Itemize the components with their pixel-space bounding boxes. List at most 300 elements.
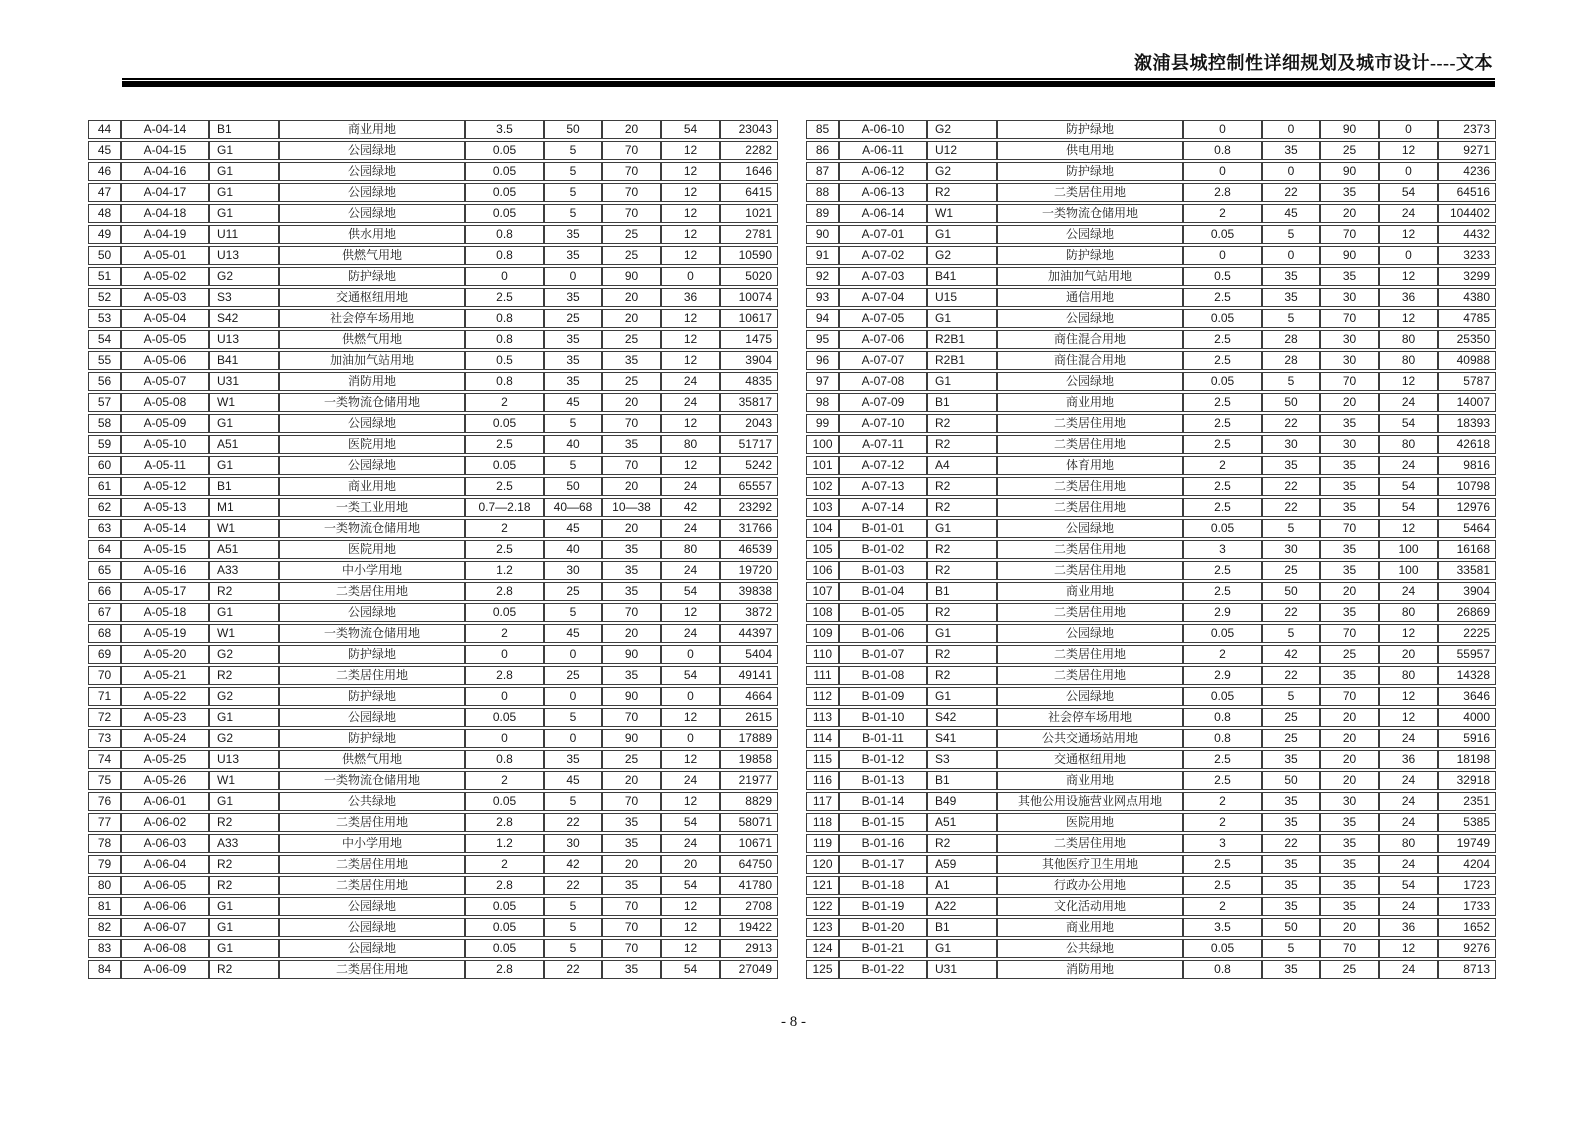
cell-v2: 0 xyxy=(544,267,602,286)
cell-v5: 5916 xyxy=(1438,729,1496,748)
cell-index: 114 xyxy=(806,729,839,748)
cell-v5: 8829 xyxy=(720,792,778,811)
cell-v3: 90 xyxy=(602,687,661,706)
cell-v4: 12 xyxy=(661,939,720,958)
table-row xyxy=(88,120,778,139)
cell-v4: 12 xyxy=(661,351,720,370)
cell-v2: 45 xyxy=(544,393,602,412)
cell-index: 78 xyxy=(88,834,121,853)
cell-name: 防护绿地 xyxy=(279,687,465,706)
cell-v4: 24 xyxy=(1379,729,1438,748)
cell-index: 77 xyxy=(88,813,121,832)
cell-code: A-07-07 xyxy=(839,351,927,370)
cell-name: 通信用地 xyxy=(997,288,1183,307)
cell-v1: 2.8 xyxy=(465,960,544,979)
cell-name: 公园绿地 xyxy=(279,918,465,937)
table-row xyxy=(806,540,1496,559)
cell-v1: 0.8 xyxy=(1183,960,1262,979)
cell-v4: 80 xyxy=(1379,351,1438,370)
cell-code: A-05-21 xyxy=(121,666,209,685)
cell-v3: 30 xyxy=(1320,351,1379,370)
cell-zone: G2 xyxy=(927,162,997,181)
cell-v5: 10590 xyxy=(720,246,778,265)
cell-v3: 90 xyxy=(602,267,661,286)
cell-v1: 2 xyxy=(1183,204,1262,223)
cell-code: A-07-12 xyxy=(839,456,927,475)
cell-v1: 0.8 xyxy=(1183,708,1262,727)
table-row xyxy=(806,708,1496,727)
cell-index: 76 xyxy=(88,792,121,811)
cell-v4: 12 xyxy=(661,456,720,475)
cell-v1: 0.05 xyxy=(1183,372,1262,391)
cell-zone: U11 xyxy=(209,225,279,244)
cell-v1: 0.5 xyxy=(1183,267,1262,286)
cell-v1: 0.05 xyxy=(465,141,544,160)
cell-v4: 12 xyxy=(661,330,720,349)
table-row xyxy=(806,435,1496,454)
table-row xyxy=(88,372,778,391)
cell-v5: 21977 xyxy=(720,771,778,790)
cell-v4: 12 xyxy=(1379,225,1438,244)
cell-name: 二类居住用地 xyxy=(279,813,465,832)
cell-v4: 12 xyxy=(1379,309,1438,328)
cell-v1: 2.5 xyxy=(465,477,544,496)
cell-v4: 80 xyxy=(661,540,720,559)
cell-v1: 2.5 xyxy=(1183,582,1262,601)
table-row xyxy=(806,309,1496,328)
cell-v5: 65557 xyxy=(720,477,778,496)
cell-v4: 12 xyxy=(1379,141,1438,160)
cell-v4: 12 xyxy=(661,309,720,328)
cell-v4: 100 xyxy=(1379,561,1438,580)
cell-index: 116 xyxy=(806,771,839,790)
cell-name: 防护绿地 xyxy=(279,267,465,286)
cell-v3: 20 xyxy=(1320,771,1379,790)
cell-code: A-05-15 xyxy=(121,540,209,559)
cell-zone: R2B1 xyxy=(927,351,997,370)
table-row xyxy=(806,498,1496,517)
cell-name: 一类物流仓储用地 xyxy=(997,204,1183,223)
cell-index: 119 xyxy=(806,834,839,853)
cell-zone: R2 xyxy=(927,561,997,580)
cell-v5: 64750 xyxy=(720,855,778,874)
cell-v5: 3904 xyxy=(720,351,778,370)
cell-v4: 12 xyxy=(661,183,720,202)
cell-name: 二类居住用地 xyxy=(997,834,1183,853)
cell-v5: 19422 xyxy=(720,918,778,937)
cell-zone: R2 xyxy=(209,666,279,685)
cell-v3: 35 xyxy=(1320,477,1379,496)
cell-v3: 35 xyxy=(1320,813,1379,832)
cell-v2: 25 xyxy=(544,582,602,601)
cell-index: 63 xyxy=(88,519,121,538)
table-row xyxy=(88,162,778,181)
cell-index: 83 xyxy=(88,939,121,958)
cell-v1: 2.5 xyxy=(1183,561,1262,580)
cell-v2: 35 xyxy=(544,246,602,265)
cell-v5: 18198 xyxy=(1438,750,1496,769)
cell-v3: 20 xyxy=(1320,393,1379,412)
cell-v5: 39838 xyxy=(720,582,778,601)
cell-zone: G1 xyxy=(209,918,279,937)
cell-index: 113 xyxy=(806,708,839,727)
cell-v5: 17889 xyxy=(720,729,778,748)
cell-v2: 35 xyxy=(1262,855,1320,874)
cell-name: 行政办公用地 xyxy=(997,876,1183,895)
cell-zone: G1 xyxy=(927,624,997,643)
cell-v3: 35 xyxy=(1320,267,1379,286)
cell-index: 68 xyxy=(88,624,121,643)
cell-zone: R2 xyxy=(927,435,997,454)
cell-name: 公共交通场站用地 xyxy=(997,729,1183,748)
cell-v3: 35 xyxy=(602,834,661,853)
cell-zone: R2 xyxy=(927,414,997,433)
cell-code: B-01-06 xyxy=(839,624,927,643)
cell-index: 96 xyxy=(806,351,839,370)
cell-name: 公园绿地 xyxy=(997,225,1183,244)
cell-name: 社会停车场用地 xyxy=(279,309,465,328)
cell-name: 公园绿地 xyxy=(279,708,465,727)
cell-v4: 24 xyxy=(1379,897,1438,916)
cell-v5: 23043 xyxy=(720,120,778,139)
cell-index: 88 xyxy=(806,183,839,202)
cell-name: 二类居住用地 xyxy=(997,540,1183,559)
cell-index: 55 xyxy=(88,351,121,370)
cell-index: 85 xyxy=(806,120,839,139)
cell-v2: 35 xyxy=(544,372,602,391)
cell-v5: 3299 xyxy=(1438,267,1496,286)
cell-name: 供燃气用地 xyxy=(279,246,465,265)
table-row xyxy=(88,813,778,832)
cell-v4: 12 xyxy=(661,141,720,160)
cell-zone: G1 xyxy=(209,162,279,181)
cell-index: 67 xyxy=(88,603,121,622)
cell-v4: 54 xyxy=(1379,477,1438,496)
cell-zone: B1 xyxy=(209,120,279,139)
cell-v3: 70 xyxy=(602,162,661,181)
cell-name: 二类居住用地 xyxy=(997,603,1183,622)
cell-code: B-01-03 xyxy=(839,561,927,580)
table-row xyxy=(88,309,778,328)
cell-v1: 0.8 xyxy=(1183,141,1262,160)
cell-v3: 35 xyxy=(1320,897,1379,916)
cell-v5: 104402 xyxy=(1438,204,1496,223)
cell-name: 医院用地 xyxy=(279,540,465,559)
cell-code: B-01-04 xyxy=(839,582,927,601)
cell-v3: 20 xyxy=(602,288,661,307)
cell-v4: 54 xyxy=(1379,876,1438,895)
cell-name: 供燃气用地 xyxy=(279,750,465,769)
cell-index: 84 xyxy=(88,960,121,979)
cell-zone: G2 xyxy=(209,267,279,286)
cell-v2: 5 xyxy=(1262,624,1320,643)
table-row xyxy=(806,582,1496,601)
cell-v5: 5464 xyxy=(1438,519,1496,538)
cell-name: 公园绿地 xyxy=(997,309,1183,328)
cell-v2: 5 xyxy=(544,603,602,622)
cell-index: 91 xyxy=(806,246,839,265)
cell-code: B-01-15 xyxy=(839,813,927,832)
cell-v4: 24 xyxy=(1379,393,1438,412)
table-row xyxy=(806,351,1496,370)
cell-v1: 0.8 xyxy=(465,225,544,244)
cell-v4: 36 xyxy=(1379,918,1438,937)
cell-name: 一类物流仓储用地 xyxy=(279,519,465,538)
cell-v5: 31766 xyxy=(720,519,778,538)
cell-v4: 80 xyxy=(1379,603,1438,622)
cell-v4: 80 xyxy=(1379,666,1438,685)
cell-v5: 14007 xyxy=(1438,393,1496,412)
cell-v3: 90 xyxy=(1320,246,1379,265)
cell-v3: 25 xyxy=(602,246,661,265)
table-row xyxy=(806,918,1496,937)
cell-v3: 20 xyxy=(602,120,661,139)
cell-v4: 24 xyxy=(1379,960,1438,979)
cell-code: B-01-21 xyxy=(839,939,927,958)
cell-code: A-05-23 xyxy=(121,708,209,727)
cell-zone: R2 xyxy=(209,855,279,874)
cell-v2: 22 xyxy=(1262,834,1320,853)
cell-zone: A1 xyxy=(927,876,997,895)
cell-code: A-06-02 xyxy=(121,813,209,832)
table-row xyxy=(806,519,1496,538)
table-row xyxy=(88,288,778,307)
cell-v5: 19858 xyxy=(720,750,778,769)
table-row xyxy=(806,393,1496,412)
cell-code: B-01-16 xyxy=(839,834,927,853)
cell-v3: 30 xyxy=(1320,330,1379,349)
cell-v5: 2708 xyxy=(720,897,778,916)
cell-v4: 0 xyxy=(1379,246,1438,265)
cell-v1: 0.05 xyxy=(1183,687,1262,706)
cell-v4: 36 xyxy=(1379,288,1438,307)
cell-v1: 2.5 xyxy=(1183,288,1262,307)
cell-v5: 1646 xyxy=(720,162,778,181)
table-row xyxy=(806,750,1496,769)
cell-v1: 2 xyxy=(465,771,544,790)
cell-v1: 0.05 xyxy=(465,939,544,958)
cell-v1: 0.8 xyxy=(465,309,544,328)
cell-code: A-05-18 xyxy=(121,603,209,622)
cell-v3: 35 xyxy=(1320,855,1379,874)
table-row xyxy=(806,687,1496,706)
cell-name: 交通枢纽用地 xyxy=(279,288,465,307)
cell-v5: 2913 xyxy=(720,939,778,958)
cell-index: 95 xyxy=(806,330,839,349)
cell-v5: 2351 xyxy=(1438,792,1496,811)
cell-v3: 70 xyxy=(602,792,661,811)
cell-v4: 0 xyxy=(661,729,720,748)
cell-v4: 0 xyxy=(661,267,720,286)
cell-code: B-01-05 xyxy=(839,603,927,622)
cell-name: 防护绿地 xyxy=(997,162,1183,181)
cell-v3: 25 xyxy=(602,372,661,391)
table-row xyxy=(88,141,778,160)
cell-code: A-04-19 xyxy=(121,225,209,244)
cell-index: 89 xyxy=(806,204,839,223)
cell-v3: 70 xyxy=(602,183,661,202)
cell-v2: 0 xyxy=(544,687,602,706)
cell-code: A-06-13 xyxy=(839,183,927,202)
cell-v4: 12 xyxy=(1379,624,1438,643)
table-row xyxy=(88,708,778,727)
cell-v5: 5020 xyxy=(720,267,778,286)
cell-v1: 2.9 xyxy=(1183,603,1262,622)
cell-v3: 20 xyxy=(602,855,661,874)
cell-v4: 80 xyxy=(661,435,720,454)
cell-code: B-01-07 xyxy=(839,645,927,664)
cell-code: B-01-08 xyxy=(839,666,927,685)
cell-v2: 25 xyxy=(544,309,602,328)
table-row xyxy=(806,771,1496,790)
table-row xyxy=(88,498,778,517)
cell-v1: 2 xyxy=(465,519,544,538)
cell-zone: A22 xyxy=(927,897,997,916)
table-row xyxy=(88,225,778,244)
cell-v1: 2.5 xyxy=(1183,393,1262,412)
cell-v5: 33581 xyxy=(1438,561,1496,580)
cell-name: 二类居住用地 xyxy=(279,876,465,895)
cell-code: A-06-08 xyxy=(121,939,209,958)
cell-zone: B1 xyxy=(927,918,997,937)
cell-zone: G1 xyxy=(927,372,997,391)
cell-v3: 90 xyxy=(602,645,661,664)
cell-v4: 12 xyxy=(661,603,720,622)
cell-v2: 42 xyxy=(544,855,602,874)
cell-name: 商业用地 xyxy=(279,120,465,139)
cell-index: 123 xyxy=(806,918,839,937)
cell-v1: 0.05 xyxy=(465,183,544,202)
cell-v2: 5 xyxy=(544,897,602,916)
cell-v2: 5 xyxy=(1262,309,1320,328)
cell-v3: 70 xyxy=(1320,519,1379,538)
cell-v5: 1723 xyxy=(1438,876,1496,895)
table-row xyxy=(806,477,1496,496)
cell-code: A-06-11 xyxy=(839,141,927,160)
cell-v4: 36 xyxy=(1379,750,1438,769)
cell-index: 112 xyxy=(806,687,839,706)
cell-v4: 54 xyxy=(661,582,720,601)
cell-code: A-05-05 xyxy=(121,330,209,349)
cell-code: A-07-06 xyxy=(839,330,927,349)
cell-index: 101 xyxy=(806,456,839,475)
cell-code: A-07-09 xyxy=(839,393,927,412)
cell-v1: 0.05 xyxy=(465,897,544,916)
cell-v2: 5 xyxy=(544,918,602,937)
cell-code: A-05-16 xyxy=(121,561,209,580)
cell-v3: 25 xyxy=(602,750,661,769)
cell-zone: W1 xyxy=(209,393,279,412)
cell-zone: R2 xyxy=(927,183,997,202)
header-rule xyxy=(122,78,1495,87)
cell-v4: 24 xyxy=(1379,813,1438,832)
cell-code: A-05-10 xyxy=(121,435,209,454)
table-row xyxy=(806,603,1496,622)
table-row xyxy=(88,393,778,412)
cell-index: 59 xyxy=(88,435,121,454)
cell-v1: 0 xyxy=(465,729,544,748)
cell-v2: 22 xyxy=(1262,477,1320,496)
cell-v5: 9271 xyxy=(1438,141,1496,160)
cell-v2: 50 xyxy=(1262,393,1320,412)
cell-v2: 5 xyxy=(544,414,602,433)
cell-index: 56 xyxy=(88,372,121,391)
cell-name: 公园绿地 xyxy=(279,603,465,622)
cell-v5: 2043 xyxy=(720,414,778,433)
cell-index: 97 xyxy=(806,372,839,391)
cell-v2: 0 xyxy=(1262,120,1320,139)
cell-name: 公园绿地 xyxy=(997,372,1183,391)
cell-zone: A51 xyxy=(209,540,279,559)
cell-v2: 5 xyxy=(1262,519,1320,538)
cell-v5: 10617 xyxy=(720,309,778,328)
cell-index: 50 xyxy=(88,246,121,265)
cell-v4: 0 xyxy=(1379,120,1438,139)
cell-index: 82 xyxy=(88,918,121,937)
cell-v3: 70 xyxy=(602,897,661,916)
cell-index: 65 xyxy=(88,561,121,580)
cell-v4: 100 xyxy=(1379,540,1438,559)
cell-v2: 0 xyxy=(1262,246,1320,265)
cell-v3: 35 xyxy=(1320,183,1379,202)
cell-code: A-05-22 xyxy=(121,687,209,706)
cell-name: 公园绿地 xyxy=(279,897,465,916)
table-row xyxy=(806,834,1496,853)
cell-v5: 58071 xyxy=(720,813,778,832)
cell-v4: 12 xyxy=(1379,519,1438,538)
table-row xyxy=(88,414,778,433)
cell-name: 二类居住用地 xyxy=(279,666,465,685)
cell-v1: 3 xyxy=(1183,834,1262,853)
cell-v3: 25 xyxy=(1320,141,1379,160)
cell-v4: 12 xyxy=(661,897,720,916)
cell-v2: 5 xyxy=(544,204,602,223)
cell-v5: 4785 xyxy=(1438,309,1496,328)
cell-v3: 35 xyxy=(1320,603,1379,622)
cell-v1: 2.8 xyxy=(465,582,544,601)
cell-v3: 20 xyxy=(1320,708,1379,727)
cell-v1: 0.05 xyxy=(465,918,544,937)
cell-v4: 12 xyxy=(1379,267,1438,286)
cell-zone: G2 xyxy=(927,120,997,139)
cell-v1: 2.8 xyxy=(465,666,544,685)
cell-v5: 64516 xyxy=(1438,183,1496,202)
cell-index: 79 xyxy=(88,855,121,874)
cell-zone: A33 xyxy=(209,834,279,853)
table-row xyxy=(806,330,1496,349)
cell-v3: 20 xyxy=(602,309,661,328)
table-row xyxy=(88,204,778,223)
cell-index: 93 xyxy=(806,288,839,307)
cell-v2: 35 xyxy=(1262,792,1320,811)
cell-code: B-01-18 xyxy=(839,876,927,895)
cell-index: 49 xyxy=(88,225,121,244)
table-row xyxy=(806,162,1496,181)
cell-zone: B1 xyxy=(927,582,997,601)
cell-v5: 44397 xyxy=(720,624,778,643)
cell-zone: R2 xyxy=(927,834,997,853)
cell-v1: 3 xyxy=(1183,540,1262,559)
cell-name: 消防用地 xyxy=(997,960,1183,979)
cell-v1: 2 xyxy=(1183,897,1262,916)
cell-v4: 12 xyxy=(1379,939,1438,958)
cell-zone: A59 xyxy=(927,855,997,874)
cell-v5: 55957 xyxy=(1438,645,1496,664)
cell-index: 64 xyxy=(88,540,121,559)
cell-code: A-04-14 xyxy=(121,120,209,139)
cell-code: B-01-09 xyxy=(839,687,927,706)
cell-zone: R2B1 xyxy=(927,330,997,349)
